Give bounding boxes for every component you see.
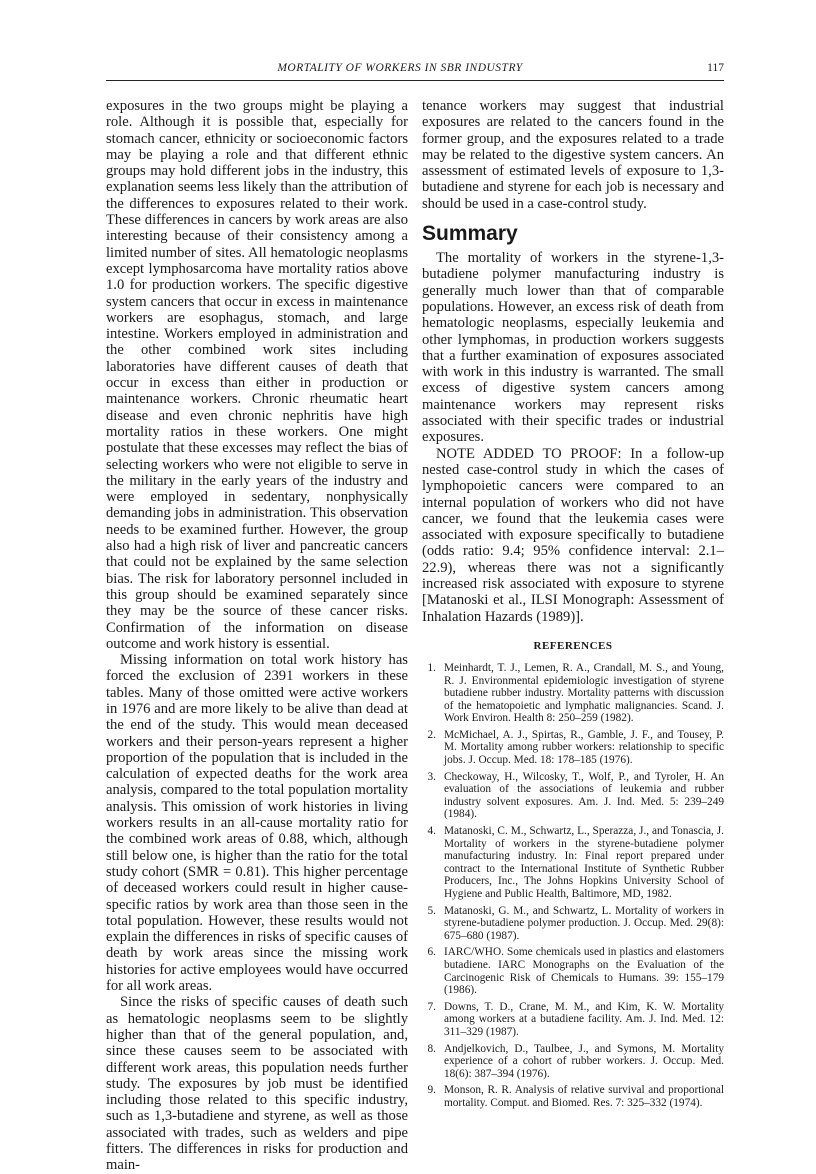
reference-number: 5. bbox=[427, 904, 436, 917]
references-heading: REFERENCES bbox=[533, 639, 613, 652]
reference-number: 9. bbox=[427, 1084, 436, 1097]
reference-text: Checkoway, H., Wilcosky, T., Wolf, P., and Tyroler, H. An evaluation of the associations of leukemia and rubber industry solvent exposures. Am. J. Ind. Med. 5: 239–249 (1984). bbox=[444, 770, 724, 821]
body-paragraph: tenance workers may suggest that industrial exposures are related to the cancers found in the former group, and the exposures related to a trade may be related to the digestive system cancers. An assessment of estimated levels of exposure to 1,3-butadiene and styrene for each job is necessary and should be used in a case-control study. bbox=[422, 98, 724, 212]
reference-number: 7. bbox=[427, 1000, 436, 1013]
reference-text: Downs, T. D., Crane, M. M., and Kim, K. W. Mortality among workers at a butadiene facility. Am. J. Ind. Med. 12: 311–329 (1987). bbox=[444, 1000, 724, 1038]
body-paragraph: Since the risks of specific causes of death such as hematologic neoplasms seem to be slightly higher than that of the general population, and, since these causes seem to be associated with different work areas, this population needs further study. The exposures by job must be identified including those related to this specific industry, such as 1,3-butadiene and styrene, as well as those associated with trades, such as welders and pipe fitters. The differences in risks for production and main- bbox=[106, 994, 408, 1174]
reference-text: McMichael, A. J., Spirtas, R., Gamble, J. F., and Tousey, P. M. Mortality among rubber workers: relationship to specific jobs. J. Occup. Med. 18: 178–185 (1976). bbox=[444, 728, 724, 767]
body-paragraph: Missing information on total work history has forced the exclusion of 2391 workers in these tables. Many of those omitted were active workers in 1976 and are more likely to be alive than dead at the end of the study. This would mean deceased workers and their person-years represent a higher proportion of the population that is included in the calculation of expected deaths for the work area analysis, compared to the total population mortality analysis. This omission of work histories in living workers results in an all-cause mortality ratio for the combined work areas of 0.88, which, although still below one, is higher than the ratio for the total study cohort (SMR = 0.81). This higher percentage of deceased workers could result in higher cause-specific ratios by work area than those seen in the total population. However, these results would not explain the differences in risks of specific causes of death by work areas since the missing work histories for active employees would have occurred for all work areas. bbox=[106, 652, 408, 995]
reference-text: Meinhardt, T. J., Lemen, R. A., Crandall, M. S., and Young, R. J. Environmental epidemiologic investigation of styrene butadiene rubber industry. Mortality patterns with discussion of the hematopoietic and lymphatic malignancies. Scand. J. Work Environ. Health 8: 250–259 (1982). bbox=[444, 661, 724, 725]
body-paragraph: exposures in the two groups might be playing a role. Although it is possible that, especially for stomach cancer, ethnicity or socioeconomic factors may be playing a role and that different ethnic groups may hold different jobs in the industry, this explanation seems less likely than the attribution of the differences to exposures related to their work. These differences in cancers by work areas are also interesting because of their consistency among a limited number of sites. All hematologic neoplasms except lymphosarcoma have mortality ratios above 1.0 for production workers. The specific digestive system cancers that occur in excess in maintenance workers are esophagus, stomach, and large intestine. Workers employed in administration and the other combined work sites including laboratories have different causes of death that occur in excess than either in production or maintenance workers. Chronic rheumatic heart disease and even chronic nephritis have high mortality ratios in these workers. One might postulate that these excesses may reflect the bias of selecting workers who were not eligible to serve in the military in the early years of the industry and were employed in sedentary, nonphysically demanding jobs in administration. This observation needs to be examined further. However, the group also had a high risk of liver and pancreatic cancers that could not be explained by the same selection bias. The risk for laboratory personnel included in this group should be examined separately since they may be the source of these cancer risks. Confirmation of the information on disease outcome and work history is essential. bbox=[106, 98, 408, 652]
reference-item bbox=[422, 905, 724, 943]
reference-number: 4. bbox=[427, 825, 436, 838]
reference-number: 1. bbox=[427, 661, 436, 674]
reference-item bbox=[422, 1001, 724, 1039]
reference-item bbox=[422, 1084, 724, 1109]
summary-paragraph: The mortality of workers in the styrene-1,3-butadiene polymer manufacturing industry is generally much lower than that of comparable populations. However, an excess risk of death from hematologic neoplasms, especially leukemia and other lymphomas, in production workers suggests that a further examination of exposures associated with work in this industry is warranted. The small excess of digestive system cancers among maintenance workers may represent risks associated with their specific trades or industrial exposures. bbox=[422, 250, 724, 446]
reference-item bbox=[422, 729, 724, 767]
references-list bbox=[422, 662, 724, 1110]
right-column bbox=[422, 98, 724, 1114]
reference-item bbox=[422, 1043, 724, 1081]
note-added-to-proof: NOTE ADDED TO PROOF: In a follow-up nested case-control study in which the cases of lymphopoietic cancers were compared to an internal population of workers who did not have cancer, we found that the leukemia cases were associated with exposure specifically to butadiene (odds ratio: 9.4; 95% confidence interval: 2.1–22.9), whereas there was not a significantly increased risk associated with exposure to styrene [Matanoski et al., ILSI Monograph: Assessment of Inhalation Hazards (1989)]. bbox=[422, 445, 724, 625]
reference-item bbox=[422, 946, 724, 996]
page-number: 117 bbox=[707, 62, 724, 74]
page-header bbox=[106, 60, 724, 81]
reference-text: IARC/WHO. Some chemicals used in plastics and elastomers butadiene. IARC Monographs on the Evaluation of the Carcinogenic Risk of Chemicals to Humans. 39: 155–179 (1986). bbox=[444, 946, 724, 997]
reference-text: Monson, R. R. Analysis of relative survival and proportional mortality. Comput. and Biomed. Res. 7: 325–332 (1974). bbox=[444, 1084, 724, 1109]
reference-item bbox=[422, 771, 724, 821]
reference-number: 3. bbox=[427, 770, 436, 783]
reference-text: Matanoski, C. M., Schwartz, L., Sperazza, J., and Tonascia, J. Mortality of workers in the styrene-butadiene polymer manufacturing industry. In: Final report prepared under contract to the International Institute of Synthetic Rubber Producers, Inc., The Johns Hopkins University School of Hygiene and Public Health, Baltimore, MD, 1982. bbox=[444, 825, 724, 900]
running-title: MORTALITY OF WORKERS IN SBR INDUSTRY bbox=[277, 62, 523, 74]
reference-number: 8. bbox=[427, 1042, 436, 1055]
left-column bbox=[106, 98, 408, 1174]
summary-heading: Summary bbox=[422, 222, 518, 246]
reference-item bbox=[422, 825, 724, 901]
reference-number: 2. bbox=[427, 728, 436, 741]
reference-number: 6. bbox=[427, 946, 436, 959]
reference-item bbox=[422, 662, 724, 725]
reference-text: Matanoski, G. M., and Schwartz, L. Mortality of workers in styrene-butadiene polymer production. J. Occup. Med. 29(8): 675–680 (1987). bbox=[444, 904, 724, 942]
reference-text: Andjelkovich, D., Taulbee, J., and Symons, M. Mortality experience of a cohort of rubber workers. J. Occup. Med. 18(6): 387–394 (1976). bbox=[444, 1042, 724, 1080]
